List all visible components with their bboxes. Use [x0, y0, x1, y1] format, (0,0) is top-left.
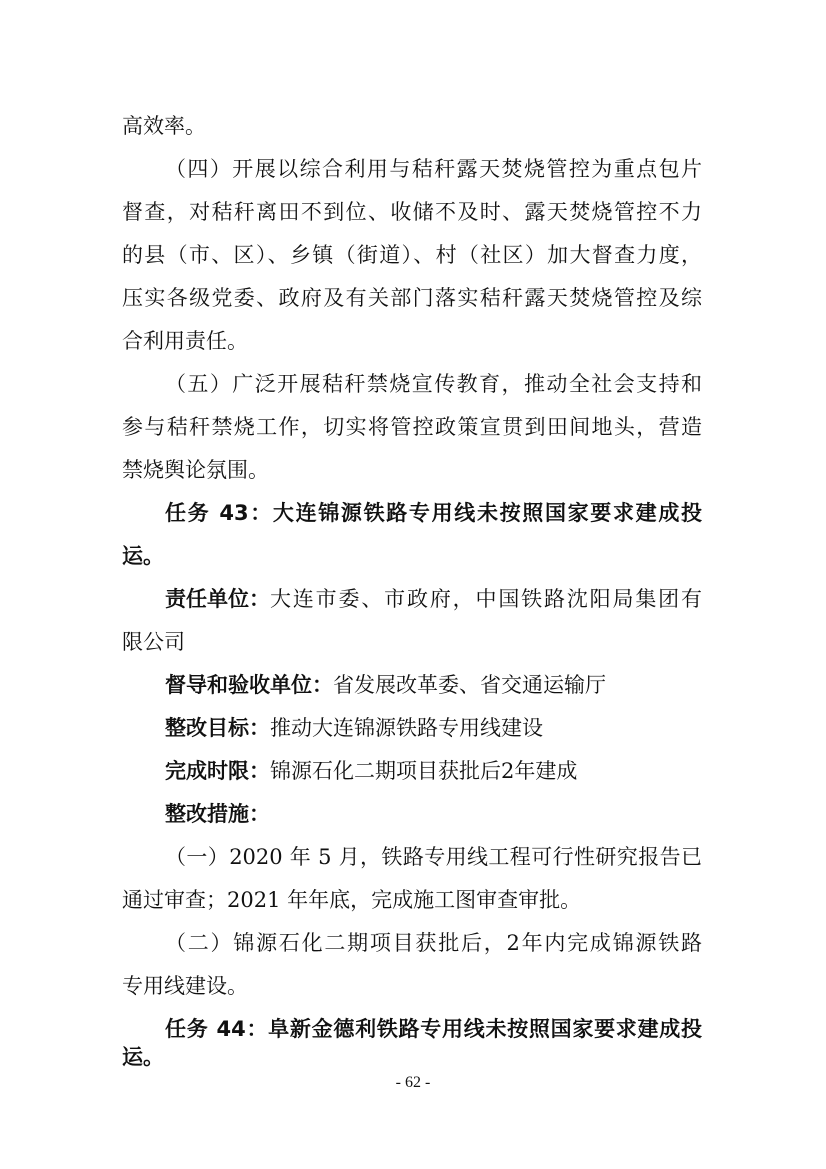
measure-2-line-continued: 专用线建设。 [122, 974, 248, 998]
deadline-label: 完成时限： [165, 759, 270, 783]
page-number: - 62 - [395, 1074, 431, 1091]
paragraph-line: 高效率。 [122, 114, 206, 138]
responsible-unit-label: 责任单位： [165, 587, 270, 611]
paragraph-line: 压实各级党委、政府及有关部门落实秸秆露天焚烧管控及综 [122, 286, 702, 310]
paragraph-line: 禁烧舆论氛围。 [122, 458, 269, 482]
task-43-title-continued: 运。 [122, 544, 164, 568]
paragraph-line: （五）广泛开展秸秆禁烧宣传教育，推动全社会支持和 [165, 372, 702, 396]
deadline-row [165, 757, 702, 785]
responsible-unit-row [165, 585, 702, 613]
goal-value: 推动大连锦源铁路专用线建设 [270, 716, 543, 740]
paragraph-line: （四）开展以综合利用与秸秆露天焚烧管控为重点包片 [165, 157, 702, 181]
task-43-title: 任务 43：大连锦源铁路专用线未按照国家要求建成投 [165, 501, 702, 525]
goal-row [165, 714, 702, 742]
measure-2-line: （二）锦源石化二期项目获批后，2年内完成锦源铁路 [165, 931, 702, 955]
supervise-value: 省发展改革委、省交通运输厅 [333, 673, 606, 697]
measure-1-line-continued: 通过审查；2021 年年底，完成施工图审查审批。 [122, 888, 582, 912]
responsible-unit-value-continued: 限公司 [122, 630, 185, 654]
paragraph-line: 督查，对秸秆离田不到位、收储不及时、露天焚烧管控不力 [122, 200, 702, 224]
supervise-row [165, 671, 702, 699]
paragraph-line: 合利用责任。 [122, 329, 248, 353]
measures-row [165, 800, 702, 828]
measures-label: 整改措施： [165, 802, 270, 826]
responsible-unit-value: 大连市委、市政府，中国铁路沈阳局集团有 [270, 587, 702, 611]
goal-label: 整改目标： [165, 716, 270, 740]
paragraph-line: 的县（市、区）、乡镇（街道）、村（社区）加大督查力度， [122, 243, 702, 267]
supervise-label: 督导和验收单位： [165, 673, 333, 697]
task-44-title-continued: 运。 [122, 1045, 164, 1069]
measure-1-line: （一）2020 年 5 月，铁路专用线工程可行性研究报告已 [165, 845, 702, 869]
task-44-title: 任务 44：阜新金德利铁路专用线未按照国家要求建成投 [165, 1017, 702, 1041]
paragraph-line: 参与秸秆禁烧工作，切实将管控政策宣贯到田间地头，营造 [122, 415, 702, 439]
deadline-value: 锦源石化二期项目获批后2年建成 [270, 759, 578, 783]
